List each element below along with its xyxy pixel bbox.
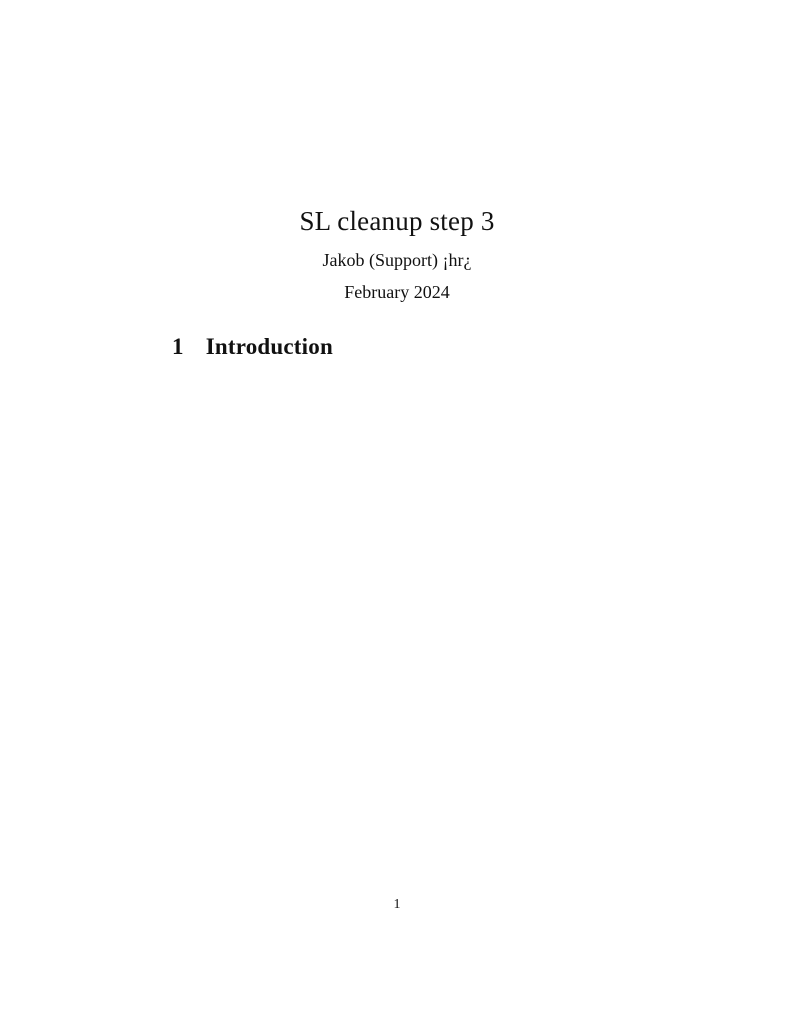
section-heading-introduction xyxy=(172,334,333,360)
section-title: Introduction xyxy=(205,334,333,359)
document-date: February 2024 xyxy=(344,282,450,302)
section-number: 1 xyxy=(172,334,184,359)
document-title: SL cleanup step 3 xyxy=(299,206,495,236)
document-author: Jakob (Support) ¡hr¿ xyxy=(322,250,472,270)
page-number: 1 xyxy=(393,897,401,912)
